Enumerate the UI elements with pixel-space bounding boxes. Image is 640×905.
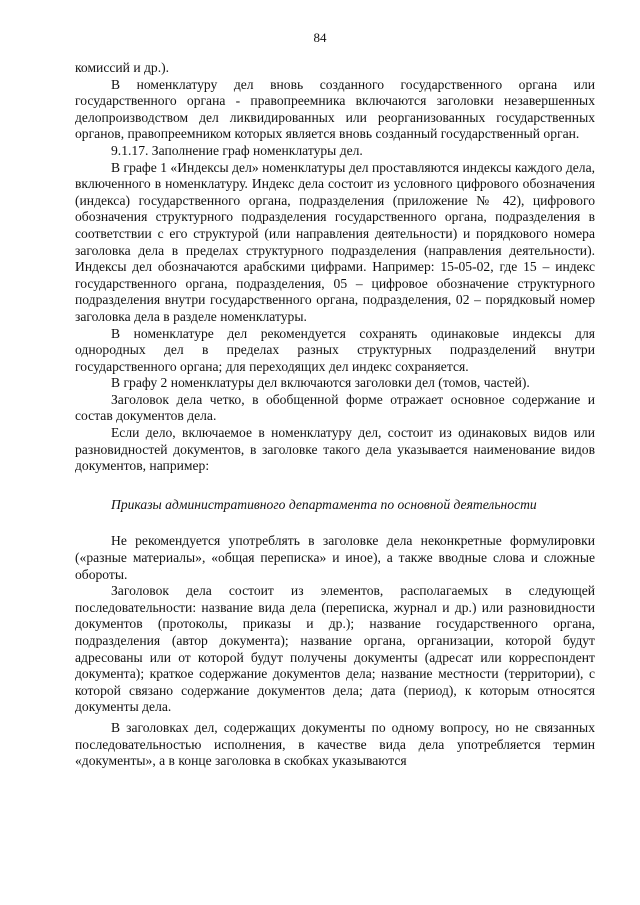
- paragraph-same-indexes: В номенклатуре дел рекомендуется сохранять одинаковые индексы для однородных дел в пределах разных структурных подразделений внутри государственного органа; для переходящих дел индекс сохраняется.: [75, 325, 595, 374]
- paragraph-title-elements: Заголовок дела состоит из элементов, располагаемых в следующей последовательности: название вида дела (переписка, журнал и др.) или разновидности документов (протоколы, приказы и др.); название государственного органа, подразделения (автор документа); название органа, организации, которой будут адресованы или от которой будут получены документы (адресат или корреспондент документа); краткое содержание документов дела; название местности (территории), с которой связано содержание документов дела; дата (период), к которым относятся документы дела.: [75, 583, 595, 715]
- paragraph-documents-term: В заголовках дел, содержащих документы по одному вопросу, но не связанных последовательностью исполнения, в качестве вида дела употребляется термин «документы», а в конце заголовка в скобках указываются: [75, 719, 595, 769]
- paragraph-case-title: Заголовок дела четко, в обобщенной форме отражает основное содержание и состав документов дела.: [75, 391, 595, 424]
- paragraph-successor-nomenclature: В номенклатуру дел вновь созданного государственного органа или государственного органа - правопреемника включаются заголовки незавершенных делопроизводством дел ликвидированных или реорганизованных государственных органов, правопреемником которых является вновь созданный государственный орган.: [75, 76, 595, 142]
- section-heading-9-1-17: 9.1.17. Заполнение граф номенклатуры дел.: [111, 142, 363, 158]
- paragraph-continuation: комиссий и др.).: [75, 60, 170, 75]
- paragraph-same-types: Если дело, включаемое в номенклатуру дел, состоит из одинаковых видов или разновидностей документов, в заголовке такого дела указывается наименование видов документов, например:: [75, 425, 595, 474]
- example-title: Приказы административного департамента по основной деятельности: [111, 496, 537, 512]
- paragraph-case-indexes: В графе 1 «Индексы дел» номенклатуры дел проставляются индексы каждого дела, включенного в номенклатуру. Индекс дела состоит из условного цифрового обозначения (индекса) государственного органа, подразделения (приложение № 42), цифрового обозначения структурного подразделения государственного органа, подразделения в соответствии с его структурой (или направления деятельности) и порядкового номера заголовка дела в пределах структурного подразделения (направления деятельности). Индексы дел обозначаются арабскими цифрами. Например: 15-05-02, где 15 – индекс государственного органа, подразделения, 05 – цифровое обозначение структурного подразделения внутри государственного органа, подразделения, 02 – порядковый номер заголовка дела в разделе номенклатуры.: [75, 159, 595, 324]
- paragraph-not-recommended: Не рекомендуется употреблять в заголовке дела неконкретные формулировки («разные материалы», «общая переписка» и иное), а также вводные слова и сложные обороты.: [75, 533, 595, 582]
- page-number: 84: [313, 30, 327, 45]
- document-body: [75, 60, 595, 770]
- paragraph-column-2: В графу 2 номенклатуры дел включаются заголовки дел (томов, частей).: [111, 375, 530, 391]
